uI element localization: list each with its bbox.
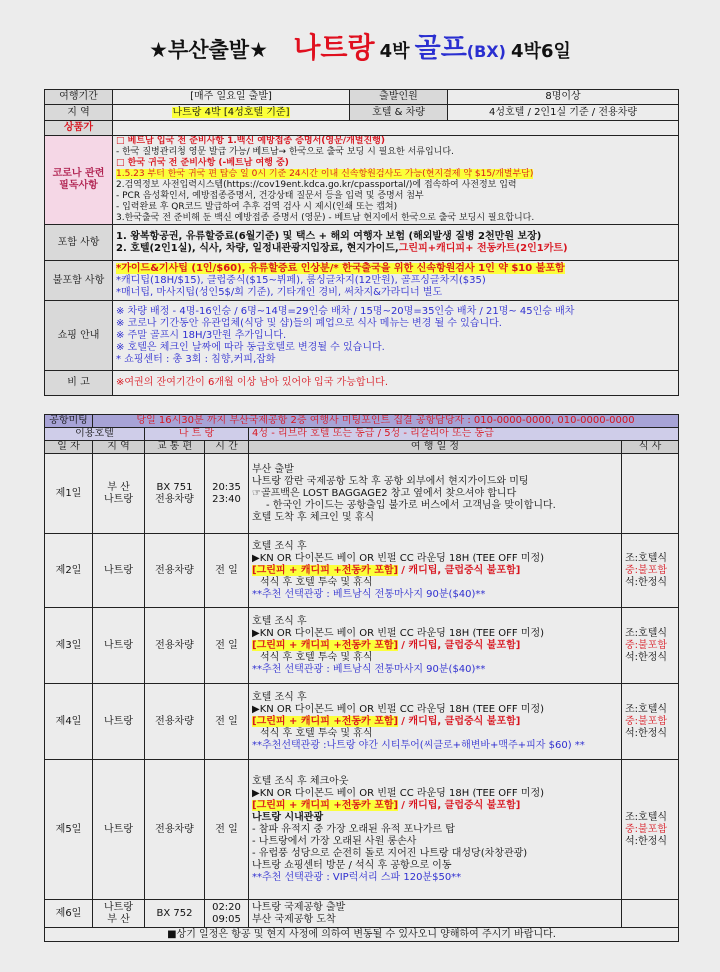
shopping-content [113,301,679,371]
schedule-line: 호텔 도착 후 체크인 및 휴식 [252,511,375,523]
meal-item: 조:호텔식 [625,627,668,639]
day-schedule [249,684,622,760]
title-nights: 4박 [379,41,410,62]
day-row [45,684,679,760]
schedule-line: [그린피 + 캐디피 +전동카 포함] [252,639,399,651]
meal-item: 석:한정식 [625,835,668,847]
shopping-line: ※ 호텔은 체크인 날짜에 따라 동급호텔로 변경될 수 있습니다. [116,341,385,353]
schedule-line: - 나트랑에서 가장 오래된 사원 롱손사 [252,835,417,847]
excluded-line: *가이드&기사팁 (1인/$60), 유류할증료 인상분/* 한국출국을 위한 신속항원검사 1인 약 $10 불포함 [116,262,565,274]
day-label: 제4일 [45,684,93,760]
schedule-line: 호텔 조식 후 [252,540,307,552]
covid-line: 1.5.23 부터 한국 귀국 편 탑승 일 0시 기준 24시간 이내 신속항원검사도 가능(현지결제 약 $15/개별부담) [116,169,534,179]
day-time: 20:35 [212,481,241,493]
day-meals [622,900,679,928]
day-label: 제6일 [45,900,93,928]
day-region: 나트랑 [93,534,145,608]
col-header-time: 시 간 [205,441,249,454]
meal-item: 중:불포함 [625,639,668,651]
meal-item: 석:한정식 [625,651,668,663]
excluded-content [113,261,679,301]
meal-item: 석:한정식 [625,727,668,739]
meal-item: 석:한정식 [625,576,668,588]
footer-note: ■상기 일정은 항공 및 현지 사정에 의하여 변동될 수 있사오니 양해하여 주시기 바랍니다. [45,928,679,942]
title-prefix: ★부산출발★ [149,38,268,62]
region-label: 지 역 [45,105,113,121]
schedule-line: / 캐디팁, 클럽중식 불포함] [401,799,521,811]
shopping-line: ※ 주말 골프시 18H/3만원 추가입니다. [116,329,287,341]
schedule-line: ▶KN OR 다이몬드 베이 OR 빈펄 CC 라운딩 18H (TEE OFF 미정) [252,703,545,715]
period-value: [매주 일요일 출발] [113,90,350,105]
schedule-line: 석식 후 호텔 투숙 및 휴식 [260,727,373,739]
meal-item: 중:불포함 [625,715,668,727]
included-line: 1. 왕복항공권, 유류할증료(6월기준) 및 택스 + 해외 여행자 보험 (해외발생 질병 2천만원 보장) [116,230,542,242]
day-time: 02:20 [212,901,241,913]
day-row [45,454,679,534]
col-header-schedule: 여 행 일 정 [249,441,622,454]
day-time: 전 일 [205,760,249,900]
col-header-region: 지 역 [93,441,145,454]
excluded-line: *캐디팁(18H/$15), 클럽중식($15~뷔페), 룸싱글차지(12만원), 골프싱글차지($35) [116,274,486,286]
title-duration: 4박6일 [511,41,571,62]
covid-line: - 한국 질병관리청 영문 발급 가능/ 베트남→ 한국으로 출국 보딩 시 필요한 서류입니다. [116,147,454,157]
day-label: 제3일 [45,608,93,684]
day-transport: BX 752 [145,900,205,928]
schedule-line: 부산 국제공항 도착 [252,913,336,925]
day-region: 나트랑 [93,608,145,684]
note-value: ※여권의 잔여기간이 6개월 이상 남아 있어야 입국 가능합니다. [113,371,679,396]
schedule-line: 석식 후 호텔 투숙 및 휴식 [260,651,373,663]
meeting-label: 공항미팅 [45,415,93,428]
day-meals [622,760,679,900]
day-label: 제2일 [45,534,93,608]
schedule-line: 부산 출발 [252,463,294,475]
schedule-line: 호텔 조식 후 체크아웃 [252,775,349,787]
day-schedule [249,608,622,684]
day-time: 전 일 [205,608,249,684]
product-price-label: 상품가 [45,121,113,136]
shopping-line: * 쇼핑센터 : 총 3회 : 침향,커피,잡화 [116,353,276,365]
overview-table [44,89,679,396]
meal-item: 조:호텔식 [625,552,668,564]
day-region: 나트랑 [104,493,133,505]
schedule-line: ▶KN OR 다이몬드 베이 OR 빈펄 CC 라운딩 18H (TEE OFF 미정) [252,627,545,639]
title-airline: (BX) [466,42,506,61]
day-schedule [249,454,622,534]
day-transport: 전용차량 [145,760,205,900]
day-transport: 전용차량 [145,608,205,684]
day-time: 전 일 [205,684,249,760]
day-row [45,900,679,928]
schedule-line: - 유럽풍 성당으로 순전히 돌로 지어진 나트랑 대성당(차창관광) [252,847,528,859]
day-meals [622,534,679,608]
included-line: 2. 호텔(2인1실), 식사, 차량, 일정내관광지입장료, 현지가이드, [116,242,399,254]
schedule-line: / 캐디팁, 클럽중식 불포함] [401,715,521,727]
schedule-line: **추천 선택관광 : 베트남식 전통마사지 90분($40)** [252,588,486,600]
product-price-value [113,121,679,136]
day-transport: 전용차량 [145,684,205,760]
included-label: 포함 사항 [45,225,113,261]
schedule-line: / 캐디팁, 클럽중식 불포함] [401,564,521,576]
schedule-line: - 참파 유적지 중 가장 오래된 유적 포나가르 탑 [252,823,455,835]
shopping-line: ※ 코로나 기간동안 유관업체(식당 및 샵)들의 폐업으로 식사 메뉴는 변경 될 수 있습니다. [116,317,502,329]
day-region: 나트랑 [93,684,145,760]
covid-line: - PCR 음성확인서, 예방접종증명서, 건강상태 질문서 등을 입력 및 증명서 첨부 [116,191,424,201]
day-label: 제1일 [45,454,93,534]
schedule-line: 나트랑 국제공항 출발 [252,901,346,913]
schedule-line: **추천 선택관광 : 베트남식 전통마사지 90분($40)** [252,663,486,675]
schedule-line: ▶KN OR 다이몬드 베이 OR 빈펄 CC 라운딩 18H (TEE OFF 미정) [252,787,545,799]
title-destination: 나트랑 [293,31,375,64]
col-header-day: 일 자 [45,441,93,454]
min-people-label: 출발인원 [350,90,448,105]
schedule-line: **추천 선택관광 : VIP럭셔리 스파 120분$50** [252,871,462,883]
day-schedule [249,534,622,608]
period-label: 여행기간 [45,90,113,105]
col-header-transport: 교 통 편 [145,441,205,454]
page-title [0,26,720,66]
excluded-line: *매너팁, 마사지팁(성인5$/회 기준), 기타개인 경비, 써차지&가라디너 별도 [116,286,443,298]
schedule-line: ▶KN OR 다이몬드 베이 OR 빈펄 CC 라운딩 18H (TEE OFF 미정) [252,552,545,564]
hotel-vehicle-label: 호텔 & 차량 [350,105,448,121]
schedule-line: ☞골프백은 LOST BAGGAGE2 창고 옆에서 찾으셔야 합니다 [252,487,517,499]
day-schedule [249,760,622,900]
schedule-line: 나트랑 시내관광 [252,811,324,823]
included-content [113,225,679,261]
included-line-golf: 그린피+캐디피+ 전동카트(2인1카트) [398,242,568,254]
itinerary-table [44,414,679,942]
meal-item: 중:불포함 [625,564,668,576]
day-transport: BX 751 [156,481,193,493]
schedule-line: 나트랑 쇼핑센터 방문 / 석식 후 공항으로 이동 [252,859,452,871]
covid-line: □ 베트남 입국 전 준비사항 1.백신 예방접종 증명서(영문/개별진행) [116,136,385,146]
day-region: 부 산 [107,913,130,925]
col-header-meals: 식 사 [622,441,679,454]
day-transport: 전용차량 [155,493,194,505]
covid-line: 3.한국출국 전 준비해 둔 백신 예방접종 증명서 (영문) - 베트남 현지에서 한국으로 출국 보딩시 필요합니다. [116,213,535,223]
title-golf: 골프 [414,33,467,64]
schedule-line: **추천선택관광 :나트랑 야간 시티투어(씨클로+해변바+맥주+피자 $60) ** [252,739,585,751]
shopping-line: ※ 차량 배정 - 4명-16인승 / 6명~14명=29인승 배차 / 15명~20명=35인승 배차 / 21명~ 45인승 배차 [116,305,575,317]
schedule-line: 석식 후 호텔 투숙 및 휴식 [260,576,373,588]
day-region: 나트랑 [93,760,145,900]
day-row [45,608,679,684]
schedule-line: - 한국인 가이드는 공항출입 불가로 버스에서 고객님을 맞이합니다. [266,499,556,511]
schedule-line: [그린피 + 캐디피 +전동카 포함] [252,715,399,727]
excluded-label: 불포함 사항 [45,261,113,301]
day-time: 전 일 [205,534,249,608]
min-people-value: 8명이상 [448,90,679,105]
day-schedule [249,900,622,928]
hotel-label: 이용호텔 [45,428,145,441]
day-time: 23:40 [212,493,241,505]
schedule-line: [그린피 + 캐디피 +전동카 포함] [252,799,399,811]
region-value: 나트랑 4박 [4성호텔 기준] [172,106,290,118]
day-region: 나트랑 [104,901,133,913]
day-transport: 전용차량 [145,534,205,608]
covid-line: - 입력완료 후 QR코드 발급하여 추후 검역 검사 시 제시(인쇄 또는 캡쳐) [116,202,398,212]
shopping-label: 쇼핑 안내 [45,301,113,371]
day-time: 09:05 [212,913,241,925]
covid-line: □ 한국 귀국 전 준비사항 (-베트남 여행 중) [116,158,289,168]
day-region: 부 산 [107,481,130,493]
meal-item: 조:호텔식 [625,703,668,715]
day-meals [622,608,679,684]
hotel-value: 4성 - 리브라 호텔 또는 동급 / 5성 - 리갈리아 또는 동급 [249,428,679,441]
meal-item: 중:불포함 [625,823,668,835]
meal-item: 조:호텔식 [625,811,668,823]
hotel-destination: 나 트 랑 [145,428,249,441]
hotel-vehicle-value: 4성호텔 / 2인1실 기준 / 전용차량 [448,105,679,121]
day-meals [622,684,679,760]
day-row [45,760,679,900]
day-meals [622,454,679,534]
schedule-line: 나트랑 깜란 국제공항 도착 후 공항 외부에서 현지가이드와 미팅 [252,475,529,487]
note-label: 비 고 [45,371,113,396]
schedule-line: 호텔 조식 후 [252,615,307,627]
covid-line: 2.검역정보 사전입력시스템(https://cov19ent.kdca.go.kr/cpassportal/)에 접속하여 사전정보 입력 [116,180,517,190]
schedule-line: [그린피 + 캐디피 +전동카 포함] [252,564,399,576]
schedule-line: / 캐디팁, 클럽중식 불포함] [401,639,521,651]
schedule-line: 호텔 조식 후 [252,691,307,703]
meeting-value: 당일 16시30분 까지 부산국제공항 2층 여행사 미팅포인트 집결 공항담당자 : 010-0000-0000, 010-0000-0000 [93,415,679,428]
day-row [45,534,679,608]
covid-label: 코로나 관련 필독사항 [45,136,113,225]
covid-content [113,136,679,225]
day-label: 제5일 [45,760,93,900]
